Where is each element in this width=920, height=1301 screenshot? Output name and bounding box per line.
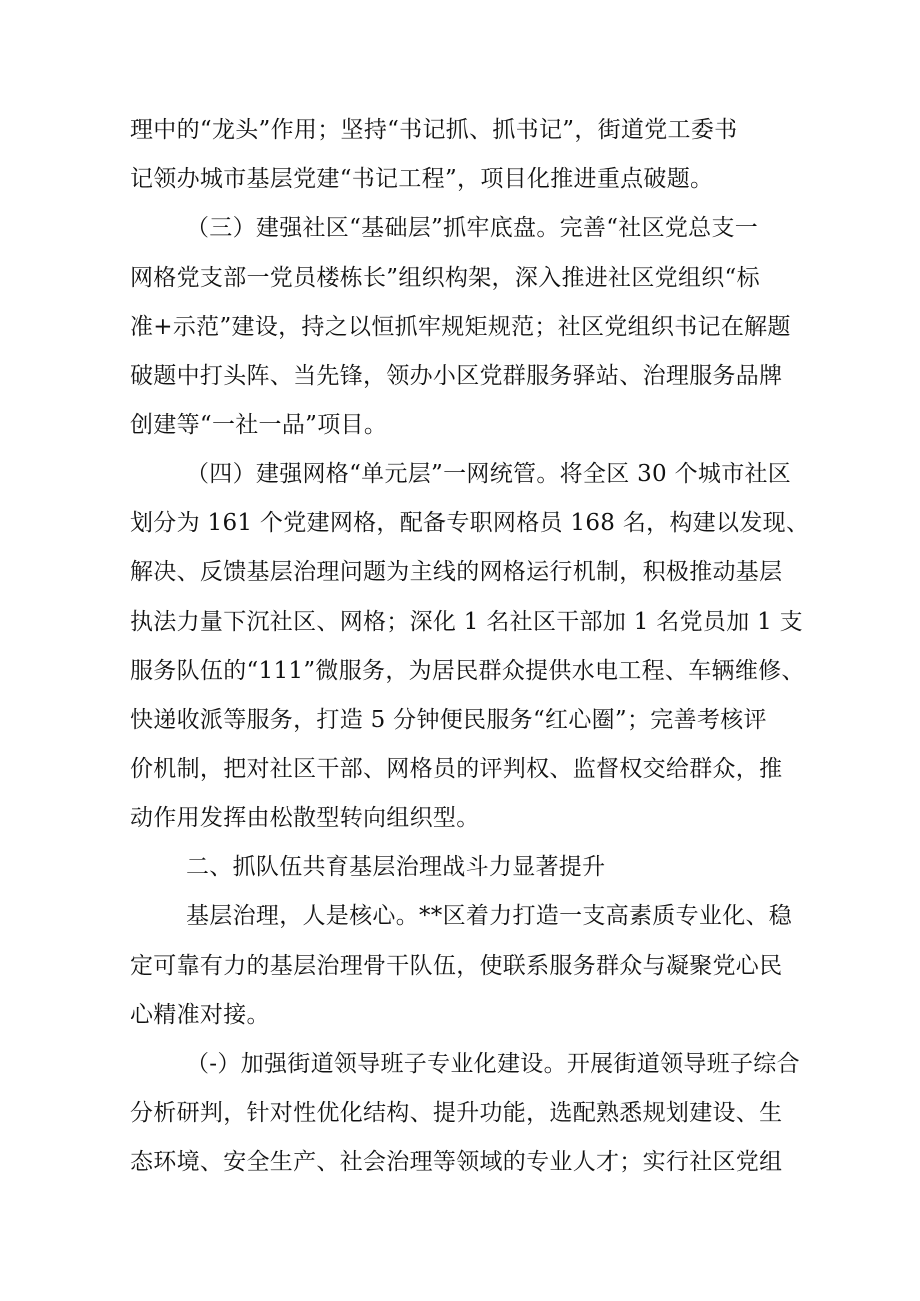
text-line: 划分为 161 个党建网格，配备专职网格员 168 名，构建以发现、 <box>130 510 810 536</box>
text-line: 解决、反馈基层治理问题为主线的网格运行机制，积极推动基层 <box>130 559 783 585</box>
text-line: 执法力量下沉社区、网格；深化 1 名社区干部加 1 名党员加 1 支 <box>130 609 803 635</box>
section-heading-1: （-）加强街道领导班子专业化建设。开展街道领导班子综合 <box>186 1051 800 1077</box>
text-line: 理中的“龙头”作用；坚持“书记抓、抓书记”，街道党工委书 <box>130 117 738 143</box>
section-heading-4: （四）建强网格“单元层”一网统管。将全区 30 个城市社区 <box>186 461 792 487</box>
text-line: 定可靠有力的基层治理骨干队伍，使联系服务群众与凝聚党心民 <box>130 953 783 979</box>
text-line: 快递收派等服务，打造 5 分钟便民服务“红心圈”；完善考核评 <box>130 707 767 733</box>
text-line: 分析研判，针对性优化结构、提升功能，选配熟悉规划建设、生 <box>130 1100 783 1126</box>
chapter-heading-2: 二、抓队伍共育基层治理战斗力显著提升 <box>186 854 606 880</box>
text-line: 准+示范”建设，持之以恒抓牢规矩规范；社区党组织书记在解题 <box>130 314 791 340</box>
text-line: 价机制，把对社区干部、网格员的评判权、监督权交给群众，推 <box>130 756 783 782</box>
text-line: 心精准对接。 <box>130 1002 270 1028</box>
text-line: 态环境、安全生产、社会治理等领域的专业人才；实行社区党组 <box>130 1149 783 1175</box>
text-line: 创建等“一社一品”项目。 <box>130 412 388 438</box>
text-line: 记领办城市基层党建“书记工程”，项目化推进重点破题。 <box>130 166 714 192</box>
text-line: 服务队伍的“111”微服务，为居民群众提供水电工程、车辆维修、 <box>130 658 805 684</box>
text-line: 破题中打头阵、当先锋，领办小区党群服务驿站、治理服务品牌 <box>130 363 783 389</box>
text-line: 基层治理，人是核心。**区着力打造一支高素质专业化、稳 <box>186 903 793 929</box>
text-line: 网格党支部一党员楼栋长”组织构架，深入推进社区党组织“标 <box>130 265 760 291</box>
section-heading-3: （三）建强社区“基础层”抓牢底盘。完善“社区党总支一 <box>186 215 759 241</box>
text-line: 动作用发挥由松散型转向组织型。 <box>130 805 480 831</box>
